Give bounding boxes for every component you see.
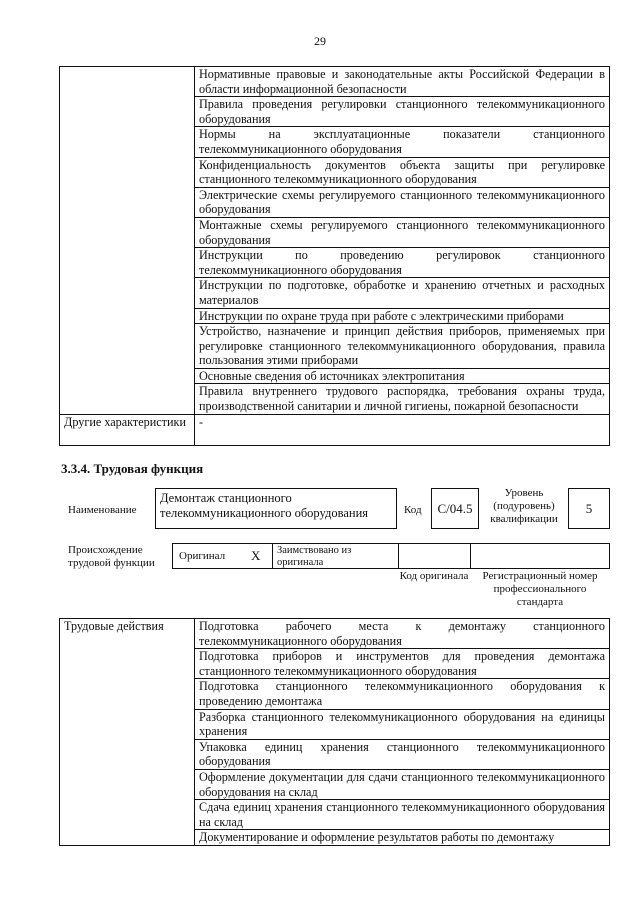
code-label: Код (404, 504, 422, 516)
original-code-cell (399, 544, 471, 568)
labor-action-item: Документирование и оформление результатов работы по демонтажу (195, 830, 610, 846)
requirement-item: Конфиденциальность документов объекта защиты при регулировке станционного телекоммуникационного оборудования (195, 157, 610, 187)
requirement-item: Нормы на эксплуатационные показатели станционного телекоммуникационного оборудования (195, 127, 610, 157)
other-characteristics-label: Другие характеристики (60, 414, 195, 445)
requirement-item: Правила проведения регулировки станционного телекоммуникационного оборудования (195, 97, 610, 127)
original-label: Оригинал (179, 550, 226, 562)
table-row (60, 67, 610, 97)
labor-action-item: Оформление документации для сдачи станционного телекоммуникационного оборудования на склад (195, 769, 610, 799)
registration-number-label: Регистрационный номер профессионального стандарта (482, 570, 598, 608)
original-code-label: Код оригинала (399, 570, 469, 582)
labor-action-item: Сдача единиц хранения станционного телекоммуникационного оборудования на склад (195, 800, 610, 830)
page-number: 29 (314, 34, 326, 48)
labor-actions-label: Трудовые действия (60, 619, 195, 846)
requirement-item: Основные сведения об источниках электропитания (195, 368, 610, 384)
labor-actions-table (59, 618, 610, 846)
section-title: 3.3.4. Трудовая функция (61, 461, 204, 476)
requirement-item: Нормативные правовые и законодательные акты Российской Федерации в области информационной безопасности (195, 67, 610, 97)
requirement-item: Правила внутреннего трудового распорядка, требования охраны труда, производственной санитарии и личной гигиены, пожарной безопасности (195, 384, 610, 414)
requirement-item: Электрические схемы регулируемого станционного телекоммуникационного оборудования (195, 187, 610, 217)
labor-action-item: Разборка станционного телекоммуникационного оборудования на единицы хранения (195, 709, 610, 739)
registration-number-cell (471, 544, 611, 568)
borrowed-cell: Заимствовано из оригинала (273, 544, 399, 568)
function-name-box: Демонтаж станционного телекоммуникационного оборудования (155, 488, 397, 529)
labor-action-item: Упаковка единиц хранения станционного телекоммуникационного оборудования (195, 739, 610, 769)
requirement-item: Инструкции по охране труда при работе с электрическими приборами (195, 308, 610, 324)
function-code-box: C/04.5 (431, 488, 479, 529)
other-characteristics-value: - (195, 414, 610, 445)
qualification-level-label: Уровень (подуровень) квалификации (490, 487, 558, 525)
qualification-level-box: 5 (568, 488, 610, 529)
category-cell (60, 67, 195, 415)
table-row (60, 619, 610, 649)
table-row (60, 414, 610, 445)
origin-row (172, 543, 610, 569)
labor-action-item: Подготовка станционного телекоммуникационного оборудования к проведению демонтажа (195, 679, 610, 709)
requirement-item: Инструкции по проведению регулировок станционного телекоммуникационного оборудования (195, 248, 610, 278)
requirements-table (59, 66, 610, 446)
name-label: Наименование (68, 504, 137, 516)
requirement-item: Инструкции по подготовке, обработке и хранению отчетных и расходных материалов (195, 278, 610, 308)
labor-action-item: Подготовка рабочего места к демонтажу станционного телекоммуникационного оборудования (195, 619, 610, 649)
origin-label: Происхождение трудовой функции (68, 544, 155, 569)
requirement-item: Устройство, назначение и принцип действия приборов, применяемых при регулировке станционного телекоммуникационного оборудования, правила пользования этими приборами (195, 324, 610, 369)
labor-action-item: Подготовка приборов и инструментов для проведения демонтажа станционного телекоммуникационного оборудования (195, 649, 610, 679)
original-cell (173, 544, 273, 568)
original-mark: X (251, 548, 261, 563)
requirement-item: Монтажные схемы регулируемого станционного телекоммуникационного оборудования (195, 217, 610, 247)
